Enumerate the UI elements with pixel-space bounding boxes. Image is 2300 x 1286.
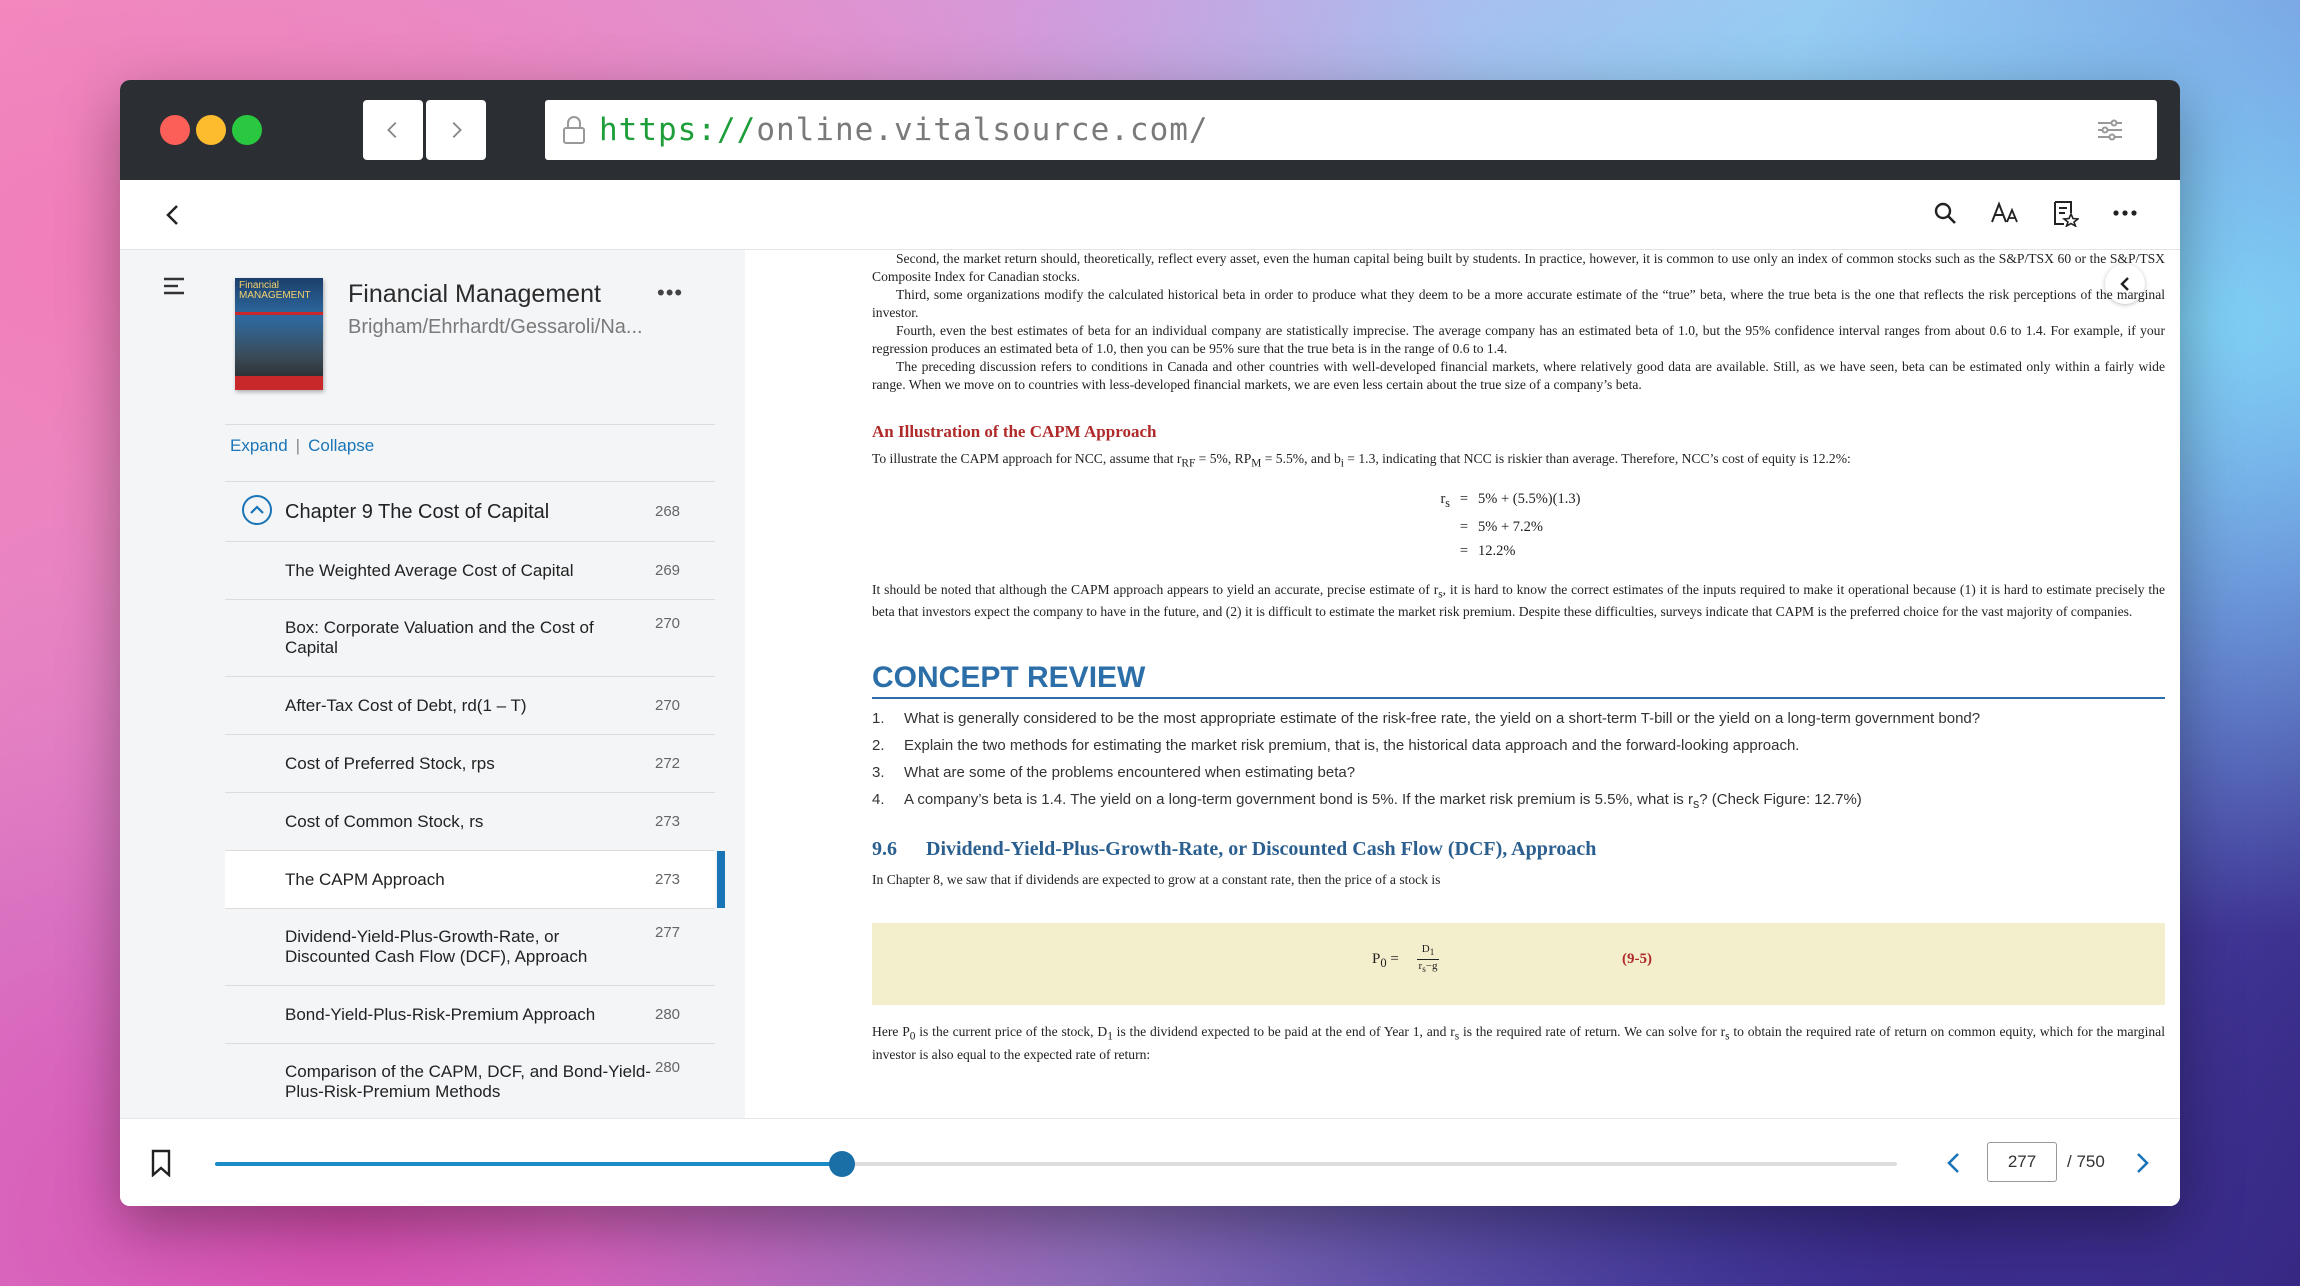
maximize-window-button[interactable] xyxy=(232,115,262,145)
formula-lhs: $P_0$ = xyxy=(1372,951,1399,971)
paragraph: Here $P_0$ is the current price of the stock, $D_1$ is the dividend expected to be paid at the end of Year 1, and $r_s$ is the required rate of return. We can solve for $r_s$ to obtain the required rate of return on common equity, which for the marginal investor is also equal to the expected rate of return: xyxy=(872,1024,2165,1063)
toc-item-label: The Weighted Average Cost of Capital xyxy=(285,560,574,580)
question-item: 3. What are some of the problems encountered when estimating beta? xyxy=(872,764,1356,782)
notes-icon[interactable] xyxy=(2050,198,2080,228)
concept-questions xyxy=(872,705,2165,818)
sliders-icon xyxy=(2096,118,2124,142)
url-protocol: https:// xyxy=(599,112,757,148)
toc-item-label: Cost of Preferred Stock, rps xyxy=(285,753,495,773)
page-slider-fill xyxy=(215,1162,842,1166)
toc-item-active[interactable] xyxy=(225,850,715,908)
page-slider-handle[interactable] xyxy=(829,1151,855,1177)
menu-icon[interactable] xyxy=(162,276,186,296)
toc-item-page: 272 xyxy=(655,754,681,772)
address-bar[interactable] xyxy=(545,100,2157,160)
toc-item-page: 270 xyxy=(655,696,681,714)
back-arrow-icon[interactable] xyxy=(160,202,186,228)
expand-link[interactable]: Expand xyxy=(230,436,288,455)
reader-toolbar xyxy=(120,180,2180,250)
text-size-icon[interactable] xyxy=(1990,198,2020,228)
reader-footer xyxy=(120,1118,2180,1206)
link-separator: | xyxy=(295,436,301,455)
question-item: 4. A company’s beta is 1.4. The yield on a long-term government bond is 5%. If the market risk premium is 5.5%, what is $r_s$? (Check Figure: 12.7%) xyxy=(872,791,1862,812)
bookmark-icon[interactable] xyxy=(150,1149,172,1177)
section-heading: 9.6 Dividend-Yield-Plus-Growth-Rate, or Discounted Cash Flow (DCF), Approach xyxy=(872,838,1597,861)
close-window-button[interactable] xyxy=(160,115,190,145)
paragraph: In Chapter 8, we saw that if dividends are expected to grow at a constant rate, then the price of a stock is xyxy=(872,872,1441,888)
toc-item[interactable] xyxy=(225,792,715,850)
lock-icon xyxy=(561,115,587,145)
toc-item-page: 269 xyxy=(655,561,681,579)
toc-item[interactable] xyxy=(225,676,715,734)
browser-settings-button[interactable] xyxy=(2080,100,2140,160)
browser-back-button[interactable] xyxy=(363,100,423,160)
chevron-up-icon[interactable] xyxy=(242,495,272,525)
toc-chapter-page: 268 xyxy=(655,502,681,520)
toc-chapter-label: Chapter 9 The Cost of Capital xyxy=(285,500,550,523)
toc-chapter-9[interactable] xyxy=(225,481,715,541)
book-title: Financial Management xyxy=(348,280,601,308)
capm-intro: To illustrate the CAPM approach for NCC, assume that $r_{RF} = 5\%$, $RP_M = 5.5\%$, and $b_i = 1.3$, indicating that NCC is riskier than average. Therefore, NCC’s cost of equity is 12.2%: xyxy=(872,451,1851,470)
page-slider[interactable] xyxy=(215,1162,1897,1166)
paragraph: Third, some organizations modify the calculated historical beta in order to produce what they deem to be a more accurate estimate of the “true” beta, where the true beta is the one that reflects the risk perceptions of the marginal investor. xyxy=(872,287,2165,320)
book-authors: Brigham/Ehrhardt/Gessaroli/Na... xyxy=(348,316,643,338)
toc-item-page: 270 xyxy=(655,615,681,632)
page-total: / 750 xyxy=(2067,1152,2105,1171)
reader-content xyxy=(745,250,2180,1118)
toc-item-label: After-Tax Cost of Debt, rd(1 – T) xyxy=(285,695,527,715)
toc-item[interactable] xyxy=(225,599,715,676)
formula-fraction: $\frac{D_1}{r_s-g}$ xyxy=(1418,943,1438,974)
toc-item[interactable] xyxy=(225,908,715,985)
browser-window xyxy=(120,80,2180,1206)
page-number-input[interactable] xyxy=(1987,1142,2057,1182)
toc-item-page: 273 xyxy=(655,812,681,830)
formula-box xyxy=(872,923,2165,1005)
minimize-window-button[interactable] xyxy=(196,115,226,145)
book-cover xyxy=(235,278,323,390)
previous-page-icon[interactable] xyxy=(1942,1149,1966,1177)
paragraph: Fourth, even the best estimates of beta for an individual company are statistically imprecise. The average company has an estimated beta of 1.0, but the 95% confidence interval ranges from about 0.6 to 1.4. For example, if your regression produces an estimated beta of 1.0, then you can be 95% sure that the true beta is in the range of 0.6 to 1.4. xyxy=(872,323,2165,356)
paragraph: It should be noted that although the CAPM approach appears to yield an accurate, precise estimate of $r_s$, it is hard to know the correct estimates of the inputs required to make it operational because (1) it is hard to estimate precisely the beta that investors expect the company to have in the future, and (2) it is difficult to estimate the market risk premium. Despite these difficulties, surveys indicate that CAPM is the preferred choice for the vast majority of companies. xyxy=(872,581,2165,620)
toc-item-label: Cost of Common Stock, rs xyxy=(285,811,484,831)
equation-line: 5% + 7.2% xyxy=(1478,518,1543,535)
toc-item-label: The CAPM Approach xyxy=(285,869,445,889)
paragraph: Second, the market return should, theoretically, reflect every asset, even the human capital being built by students. In practice, however, it is common to use only an index of common stocks such as the S&P/TSX 60 or the S&P/TSX Composite Index for Canadian stocks. xyxy=(872,251,2165,284)
toc-item[interactable] xyxy=(225,1043,715,1120)
toc-item-page: 277 xyxy=(655,924,681,941)
toc-item-label: Dividend-Yield-Plus-Growth-Rate, or Discounted Cash Flow (DCF), Approach xyxy=(285,927,588,966)
toc-item-label: Box: Corporate Valuation and the Cost of Capital xyxy=(285,618,594,657)
chevron-right-icon xyxy=(445,119,467,141)
equation-line: 5% + (5.5%)(1.3) xyxy=(1478,490,1581,507)
cover-title: Financial MANAGEMENT xyxy=(239,280,311,301)
toc-item-label: Bond-Yield-Plus-Risk-Premium Approach xyxy=(285,1004,596,1024)
expand-collapse-links xyxy=(230,436,374,456)
toc-item-page: 273 xyxy=(655,870,681,888)
question-item: 2. Explain the two methods for estimating the market risk premium, that is, the historical data approach and the forward-looking approach. xyxy=(872,737,1800,755)
concept-review-heading: CONCEPT REVIEW xyxy=(872,661,2165,699)
capm-heading: An Illustration of the CAPM Approach xyxy=(872,422,1157,441)
toc-item-label: Comparison of the CAPM, DCF, and Bond-Yield-Plus-Risk-Premium Methods xyxy=(285,1062,651,1101)
capm-equation: $r_s = 5\% + (5.5\%)(1.3)$ = 5% + 7.2% = 12.2% xyxy=(1440,490,1581,559)
paragraph: The preceding discussion refers to conditions in Canada and other countries with well-developed financial markets, where relatively good data are available. Still, as we have seen, beta can be estimated only within a fairly wide range. When we move on to countries with less-developed financial markets, we are even less certain about the true size of a company’s beta. xyxy=(872,359,2165,392)
toc-item[interactable] xyxy=(225,541,715,599)
chevron-left-icon xyxy=(382,119,404,141)
toc-sidebar xyxy=(120,250,745,1118)
next-page-icon[interactable] xyxy=(2130,1149,2154,1177)
toc-item-page: 280 xyxy=(655,1005,681,1023)
collapse-link[interactable]: Collapse xyxy=(308,436,375,455)
more-options-icon[interactable] xyxy=(2110,198,2140,228)
toc-item-page: 280 xyxy=(655,1059,681,1076)
toc-list xyxy=(225,481,715,1120)
book-more-button[interactable]: ••• xyxy=(657,280,684,305)
question-item: 1. What is generally considered to be the most appropriate estimate of the risk-free rate, the yield on a short-term T-bill or the yield on a long-term government bond? xyxy=(872,710,1981,728)
toc-item[interactable] xyxy=(225,985,715,1043)
equation-line: 12.2% xyxy=(1478,542,1516,559)
browser-titlebar xyxy=(120,80,2180,180)
url-host: online.vitalsource.com/ xyxy=(756,112,1209,148)
search-icon[interactable] xyxy=(1930,198,1960,228)
toc-item[interactable] xyxy=(225,734,715,792)
book-page xyxy=(872,250,2165,1064)
browser-forward-button[interactable] xyxy=(426,100,486,160)
formula-tag: (9-5) xyxy=(1622,951,1652,968)
